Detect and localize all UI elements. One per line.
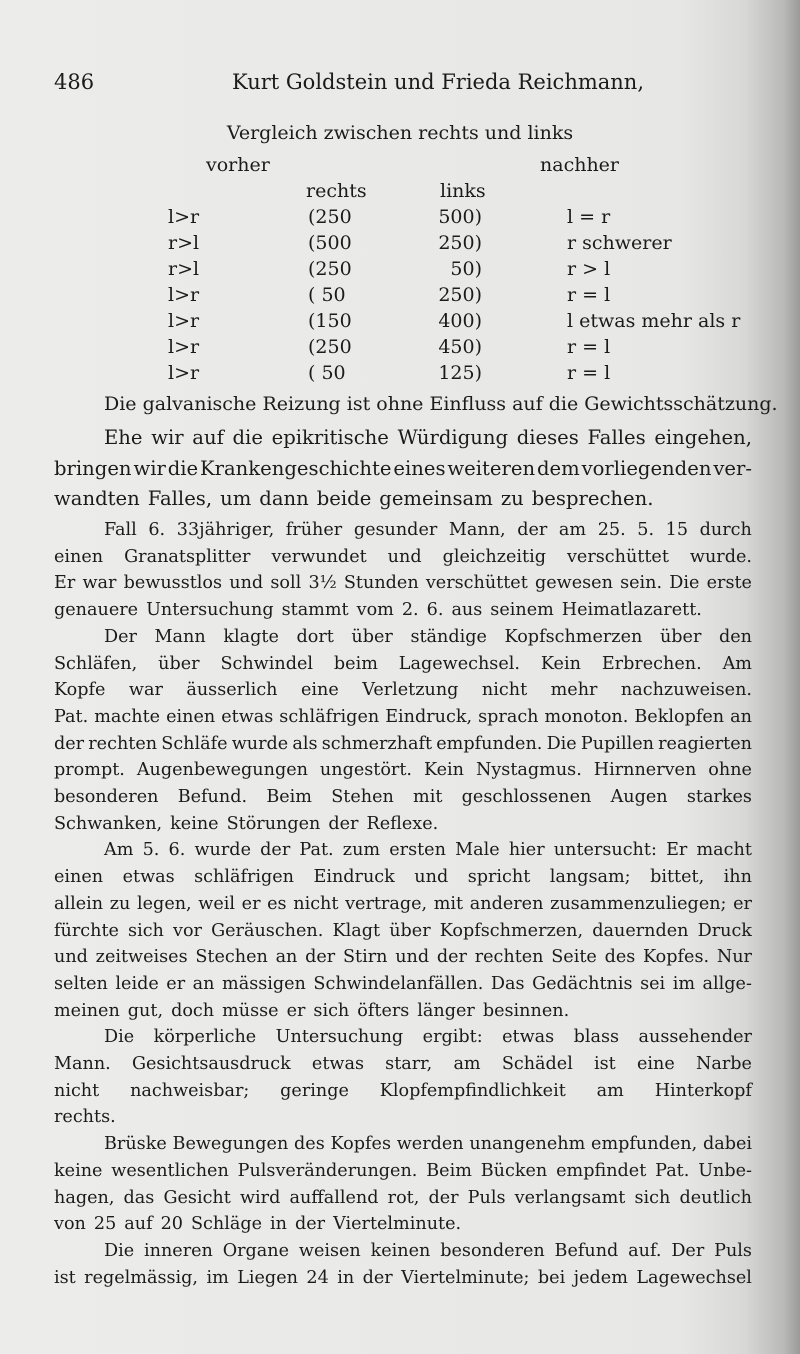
running-title: Kurt Goldstein und Frieda Reichmann, [232,70,645,94]
text-line: besonderen Befund. Beim Stehen mit geschlossenen Augen starkes [54,787,752,807]
table-row [0,206,800,232]
right-weight-cell: ( 50 [308,284,346,306]
text-line: Fall 6. 33jähriger, früher gesunder Mann, der am 25. 5. 15 durch [104,520,752,540]
text-line: einen etwas schläfrigen Eindruck und spricht langsam; bittet, ihn [54,867,752,888]
text-line: ist regelmässig, im Liegen 24 in der Viertelminute; bei jedem Lagewechsel [54,1267,752,1288]
text-line: Ehe wir auf die epikritische Würdigung dieses Falles eingehen, [104,426,752,449]
table-row [0,232,800,258]
after-cell: l etwas mehr als r [567,310,741,332]
table-row [0,336,800,362]
table-row [0,258,800,284]
text-line: rechts. [54,1107,116,1128]
text-line: Die körperliche Untersuchung ergibt: etwas blass aussehender [104,1027,752,1048]
text-line: nicht nachweisbar; geringe Klopfempfindlichkeit am Hinterkopf [54,1080,752,1101]
sub-left: links [440,180,486,202]
text-line: Mann. Gesichtsausdruck etwas starr, am Schädel ist eine Narbe [54,1054,752,1074]
text-line: Schwanken, keine Störungen der Reflexe. [54,813,439,834]
right-weight-cell: (250 [308,336,352,358]
text-line: fürchte sich vor Geräuschen. Klagt über Kopfschmerzen, dauernden Druck [54,920,752,941]
text-line: bringen wir die Krankengeschichte eines weiteren dem vorliegenden ver- [54,456,752,480]
left-weight-cell: 125) [438,362,482,384]
text-line: selten leide er an mässigen Schwindelanfällen. Das Gedächtnis sei im allge- [54,973,752,994]
right-weight-cell: (500 [308,232,352,254]
text-line: und zeitweises Stechen an der Stirn und der rechten Seite des Kopfes. Nur [54,947,752,968]
left-weight-cell: 250) [438,232,482,254]
comparison-cell: r>l [168,232,200,254]
after-cell: r > l [567,258,611,280]
comparison-cell: l>r [168,310,200,332]
text-line: Der Mann klagte dort über ständige Kopfschmerzen über den [104,626,752,647]
text-line: Am 5. 6. wurde der Pat. zum ersten Male hier untersucht: Er macht [104,840,752,861]
text-line: prompt. Augenbewegungen ungestört. Kein Nystagmus. Hirnnerven ohne [54,760,752,781]
after-cell: r schwerer [567,232,672,254]
after-cell: r = l [567,362,611,384]
text-line: Schläfen, über Schwindel beim Lagewechsel. Kein Erbrechen. Am [54,653,752,674]
comparison-cell: r>l [168,258,200,280]
right-weight-cell: (150 [308,310,352,332]
text-line: der rechten Schläfe wurde als schmerzhaft empfunden. Die Pupillen reagierten [54,733,752,754]
table-row [0,284,800,310]
table-title: Vergleich zwischen rechts und links [226,122,574,144]
col-before: vorher [206,154,270,176]
left-weight-cell: 50) [450,258,482,280]
left-weight-cell: 250) [438,284,482,306]
page-number: 486 [54,70,95,94]
text-line: Er war bewusstlos und soll 3½ Stunden verschüttet gewesen sein. Die erste [54,573,752,594]
text-line: Kopfe war äusserlich eine Verletzung nicht mehr nachzuweisen. [54,680,752,701]
right-weight-cell: (250 [308,206,352,228]
text-line: keine wesentlichen Pulsveränderungen. Beim Bücken empfindet Pat. Unbe- [54,1160,752,1181]
text-line: Pat. machte einen etwas schläfrigen Eindruck, sprach monoton. Beklopfen an [54,706,752,727]
text-line: meinen gut, doch müsse er sich öfters länger besinnen. [54,1000,570,1021]
text-line: genauere Untersuchung stammt vom 2. 6. aus seinem Heimatlazarett. [54,600,702,621]
table-row [0,362,800,388]
text-line: Brüske Bewegungen des Kopfes werden unangenehm empfunden, dabei [104,1134,752,1155]
right-weight-cell: ( 50 [308,362,346,384]
comparison-cell: l>r [168,362,200,384]
left-weight-cell: 400) [438,310,482,332]
left-weight-cell: 450) [438,336,482,358]
text-line: einen Granatsplitter verwundet und gleichzeitig verschüttet wurde. [54,546,752,567]
table-row [0,310,800,336]
text-line: allein zu legen, weil er es nicht vertrage, mit anderen zusammenzuliegen; er [54,893,752,914]
running-header [54,70,754,100]
after-cell: l = r [567,206,611,228]
text-line: von 25 auf 20 Schläge in der Viertelminute. [54,1214,462,1235]
comparison-cell: l>r [168,336,200,358]
sub-right: rechts [306,180,367,202]
after-cell: r = l [567,336,611,358]
text-line: hagen, das Gesicht wird auffallend rot, der Puls verlangsamt sich deutlich [54,1187,752,1208]
comparison-cell: l>r [168,206,200,228]
comparison-cell: l>r [168,284,200,306]
table-note: Die galvanische Reizung ist ohne Einfluss auf die Gewichtsschätzung. [104,393,778,415]
text-line: Die inneren Organe weisen keinen besonderen Befund auf. Der Puls [104,1240,752,1261]
text-line: wandten Falles, um dann beide gemeinsam zu besprechen. [54,487,654,510]
right-weight-cell: (250 [308,258,352,280]
left-weight-cell: 500) [438,206,482,228]
col-after: nachher [540,154,620,176]
after-cell: r = l [567,284,611,306]
